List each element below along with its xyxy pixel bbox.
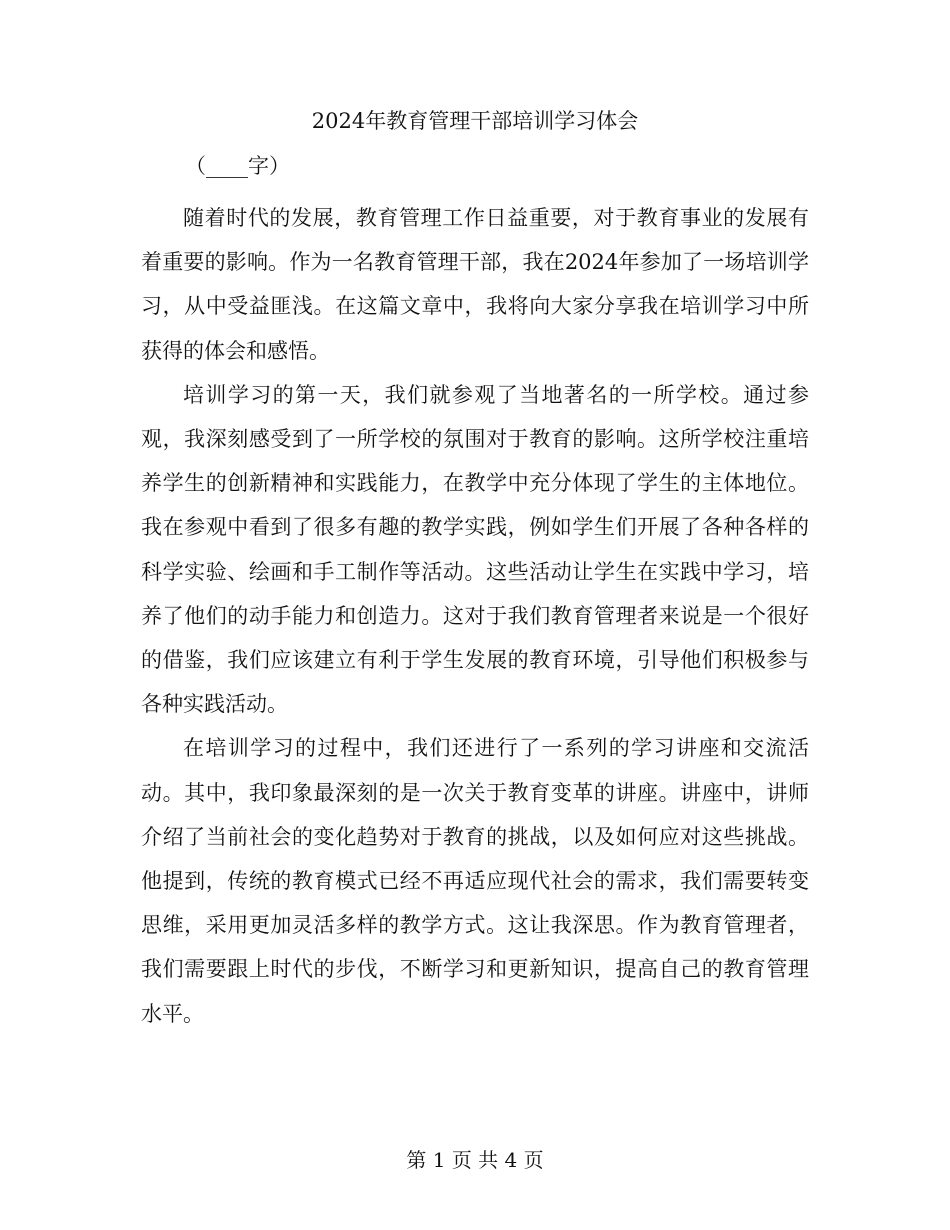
paragraph-lecture: 在培训学习的过程中，我们还进行了一系列的学习讲座和交流活动。其中，我印象最深刻的是一次关于教育变革的讲座。讲座中，讲师介绍了当前社会的变化趋势对于教育的挑战，以及如何应对这些挑战。他提到，传统的教育模式已经不再适应现代社会的需求，我们需要转变思维，采用更加灵活多样的教学方式。这让我深思。作为教育管理者，我们需要跟上时代的步伐，不断学习和更新知识，提高自己的教育管理水平。: [141, 736, 809, 1026]
document-body: [141, 196, 809, 1036]
paragraph-school-visit: 培训学习的第一天，我们就参观了当地著名的一所学校。通过参观，我深刻感受到了一所学校的氛围对于教育的影响。这所学校注重培养学生的创新精神和实践能力，在教学中充分体现了学生的主体地位。我在参观中看到了很多有趣的教学实践，例如学生们开展了各种各样的科学实验、绘画和手工制作等活动。这些活动让学生在实践中学习，培养了他们的动手能力和创造力。这对于我们教育管理者来说是一个很好的借鉴，我们应该建立有利于学生发展的教育环境，引导他们积极参与各种实践活动。: [141, 382, 809, 717]
page-footer: 第 1 页 共 4 页: [406, 1148, 544, 1172]
paragraph-intro: 随着时代的发展，教育管理工作日益重要，对于教育事业的发展有着重要的影响。作为一名教育管理干部，我在2024年参加了一场培训学习，从中受益匪浅。在这篇文章中，我将向大家分享我在培训学习中所获得的体会和感悟。: [141, 206, 809, 363]
document-title: 2024年教育管理干部培训学习体会: [311, 109, 639, 133]
word-count-note: （____字）: [185, 154, 290, 178]
